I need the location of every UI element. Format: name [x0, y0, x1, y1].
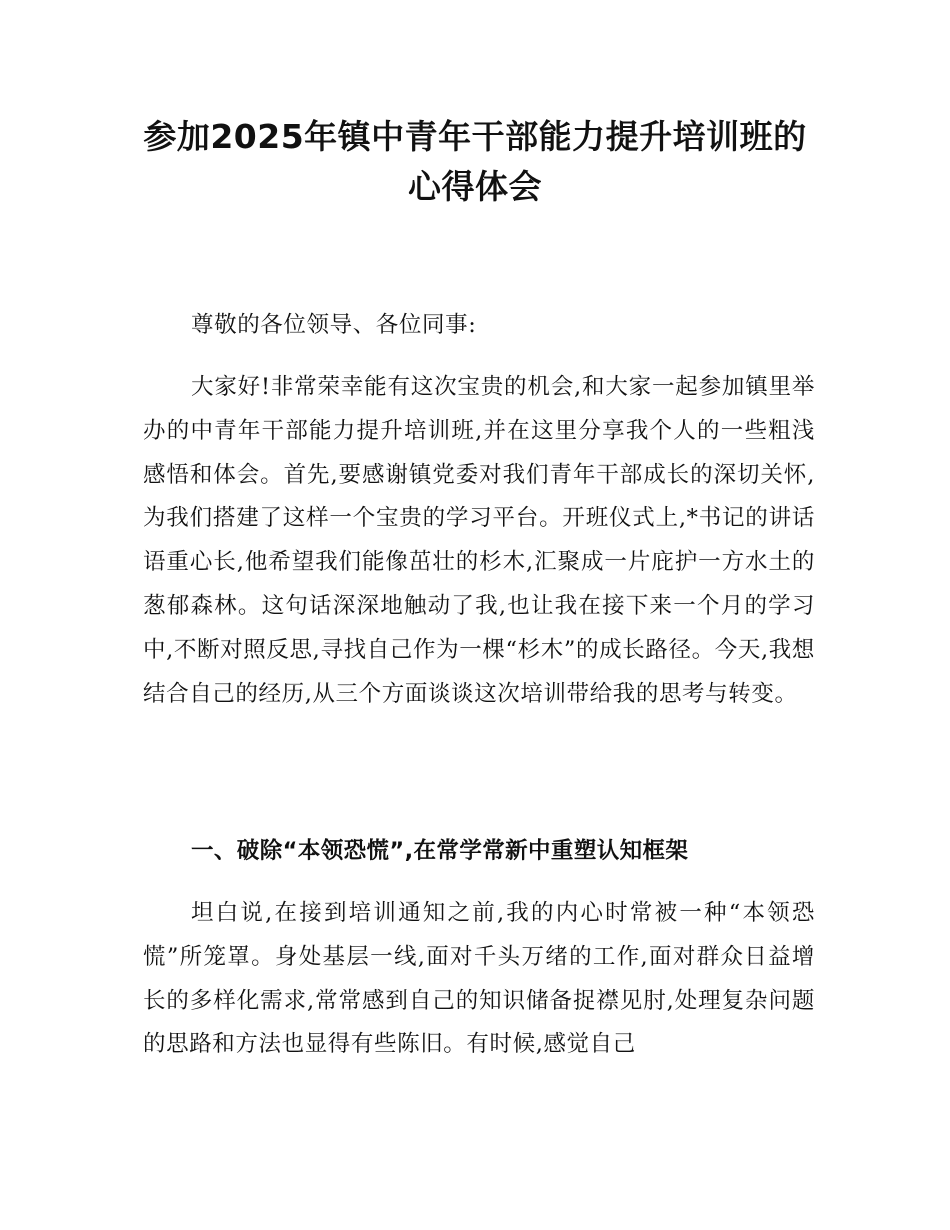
paragraph-1: 大家好!非常荣幸能有这次宝贵的机会,和大家一起参加镇里举办的中青年干部能力提升培训班,并在这里分享我个人的一些粗浅感悟和体会。首先,要感谢镇党委对我们青年干部成长的深切关怀,为我们搭建了这样一个宝贵的学习平台。开班仪式上,*书记的讲话语重心长,他希望我们能像茁壮的杉木,汇聚成一片庇护一方水土的葱郁森林。这句话深深地触动了我,也让我在接下来一个月的学习中,不断对照反思,寻找自己作为一棵“杉木”的成长路径。今天,我想结合自己的经历,从三个方面谈谈这次培训带给我的思考与转变。: [143, 374, 815, 707]
paragraph-2: 坦白说,在接到培训通知之前,我的内心时常被一种“本领恐慌”所笼罩。身处基层一线,面对千头万绪的工作,面对群众日益增长的多样化需求,常常感到自己的知识储备捉襟见肘,处理复杂问题的思路和方法也显得有些陈旧。有时候,感觉自己: [143, 900, 815, 1058]
salutation: 尊敬的各位领导、各位同事:: [191, 312, 477, 338]
title-line-2: 心得体会: [408, 167, 542, 206]
section-heading-1: 一、破除“本领恐慌”,在常学常新中重塑认知框架: [191, 838, 689, 864]
title-line-1: 参加2025年镇中青年干部能力提升培训班的: [143, 117, 807, 156]
document-title: [120, 112, 830, 212]
